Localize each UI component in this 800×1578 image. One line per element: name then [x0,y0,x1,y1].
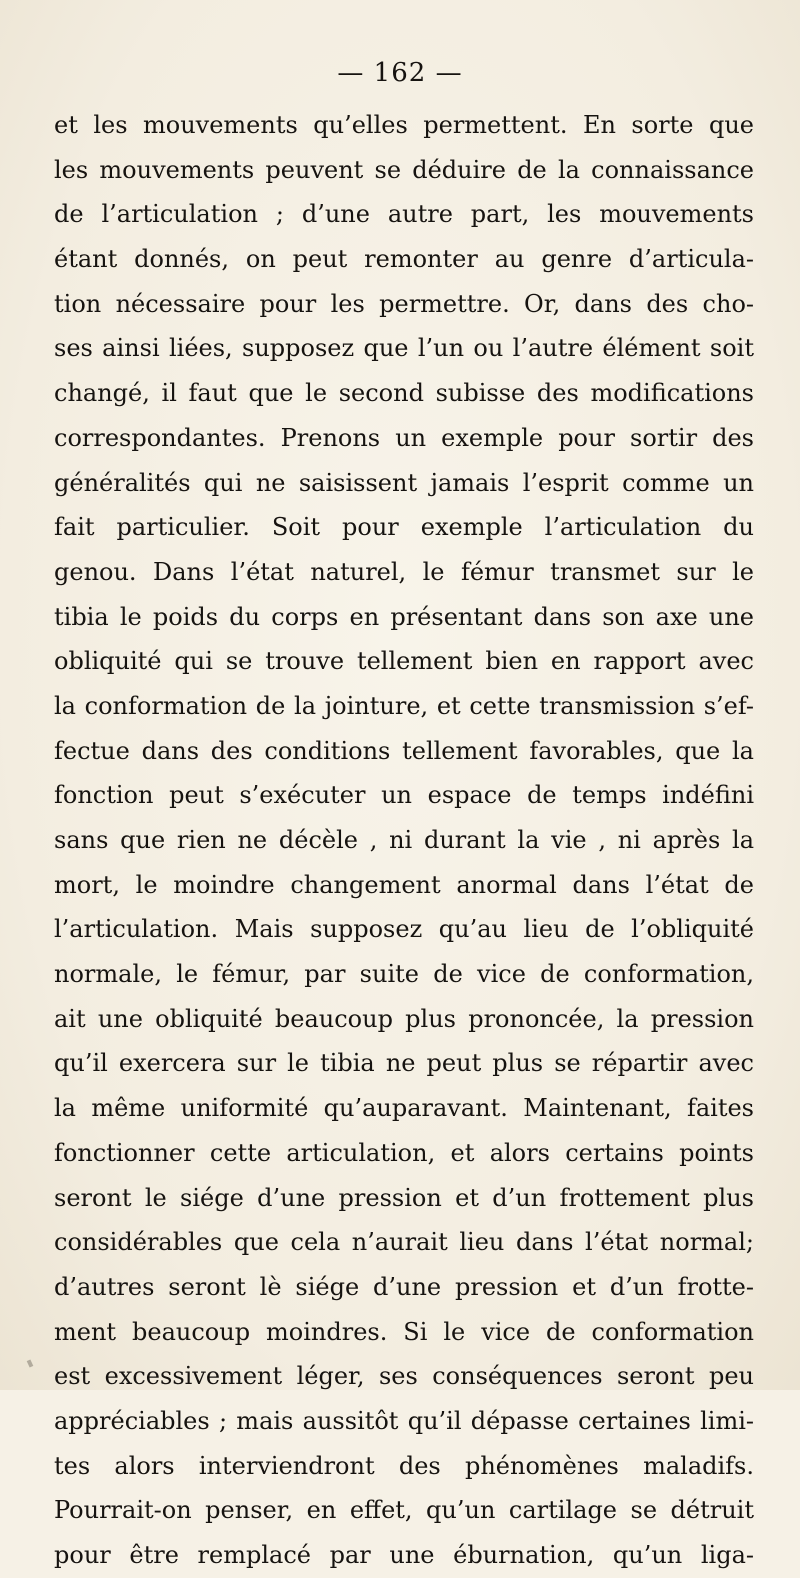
text-line: normale, le fémur, par suite de vice de conformation, [54,960,754,989]
text-line: genou. Dans l’état naturel, le fémur transmet sur le [54,557,754,586]
text-line: et les mouvements qu’elles permettent. En sorte que [54,111,754,139]
text-line: changé, il faut que le second subisse des modifications [54,379,754,408]
text-line: obliquité qui se trouve tellement bien en rapport avec [54,647,754,676]
text-line: qu’il exercera sur le tibia ne peut plus se répartir avec [54,1049,754,1078]
text-line: mort, le moindre changement anormal dans l’état de [54,870,754,899]
text-line: Pourrait-on penser, en effet, qu’un cartilage se détruit [54,1496,754,1525]
text-line: fonctionner cette articulation, et alors certains points [54,1138,754,1167]
text-line: les mouvements peuvent se déduire de la connaissance [54,155,754,184]
text-line: ses ainsi liées, supposez que l’un ou l’autre élément soit [54,334,754,363]
text-line: tibia le poids du corps en présentant dans son axe une [54,602,754,631]
text-line: appréciables ; mais aussitôt qu’il dépasse certaines limi- [54,1406,754,1435]
text-line: correspondantes. Prenons un exemple pour sortir des [54,423,754,452]
paper-speck [27,1359,34,1367]
body-text [54,103,754,1578]
text-line: fait particulier. Soit pour exemple l’articulation du [54,513,754,542]
text-line: la conformation de la jointure, et cette transmission s’ef- [54,691,754,720]
text-line: fonction peut s’exécuter un espace de temps indéfini [54,781,754,810]
page-number-header: — 162 — [337,58,463,88]
text-line: l’articulation. Mais supposez qu’au lieu de l’obliquité [54,915,754,944]
text-line: est excessivement léger, ses conséquences seront peu [54,1362,754,1391]
text-line: fectue dans des conditions tellement favorables, que la [54,736,754,765]
text-line: la même uniformité qu’auparavant. Maintenant, faites [54,1094,754,1123]
text-line: d’autres seront lè siége d’une pression et d’un frotte- [54,1272,754,1301]
text-line: seront le siége d’une pression et d’un frottement plus [54,1183,754,1212]
text-line: tion nécessaire pour les permettre. Or, dans des cho- [54,289,754,318]
text-line: étant donnés, on peut remonter au genre d’articula- [54,245,754,274]
text-line: de l’articulation ; d’une autre part, les mouvements [54,200,754,229]
text-line: ment beaucoup moindres. Si le vice de conformation [54,1317,754,1346]
text-line: pour être remplacé par une éburnation, qu’un liga- [54,1541,754,1569]
text-line: sans que rien ne décèle , ni durant la vie , ni après la [54,826,754,854]
text-line: tes alors interviendront des phénomènes maladifs. [54,1451,754,1480]
text-line: considérables que cela n’aurait lieu dans l’état normal; [54,1228,754,1257]
text-line: généralités qui ne saisissent jamais l’esprit comme un [54,468,754,497]
text-line: ait une obliquité beaucoup plus prononcée, la pression [54,1004,754,1033]
